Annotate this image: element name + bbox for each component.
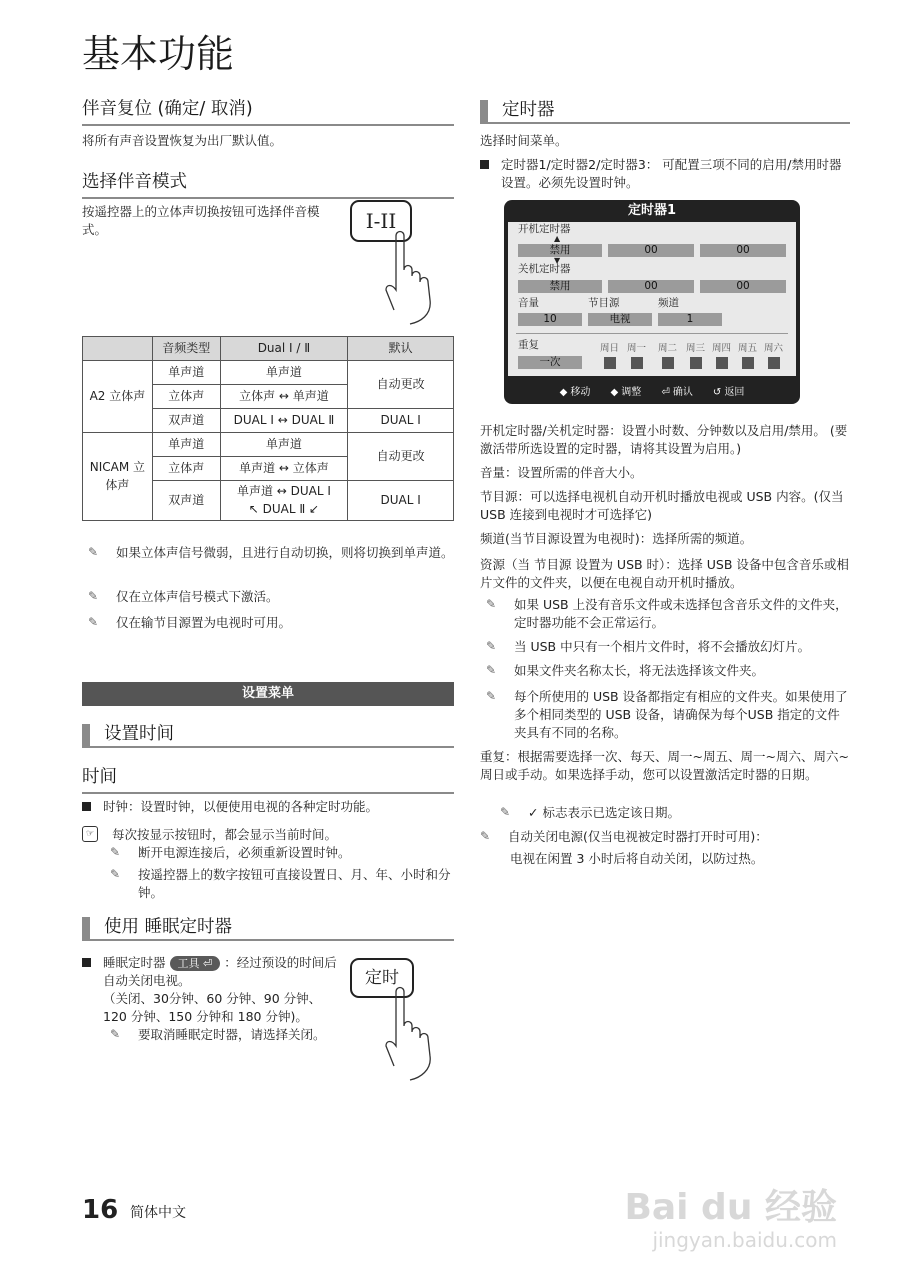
day-label: 周五 (738, 343, 758, 354)
pencil-icon: ✎ (110, 845, 121, 859)
pencil-icon: ✎ (486, 597, 497, 611)
day-checkbox[interactable] (768, 357, 780, 369)
table-cell: 单声道 (220, 361, 348, 385)
timer-osd-panel (504, 200, 800, 404)
on-timer-status[interactable]: 禁用 (518, 244, 602, 257)
note-text: 每个所使用的 USB 设备都指定有相应的文件夹。如果使用了多个相同类型的 USB 设备，请确保为每个USB 指定的文件夹具有不同的名称。 (514, 689, 848, 741)
day-label: 周六 (764, 343, 784, 354)
off-timer-status[interactable]: 禁用 (518, 280, 602, 293)
table-cell: DUAL Ⅰ (348, 409, 454, 433)
osd-title: 定时器1 (627, 203, 677, 218)
timer-paragraph: 频道(当节目源设置为电视时)：选择所需的频道。 (480, 531, 753, 546)
note-text: 如果 USB 上没有音乐文件或未选择包含音乐文件的文件夹，定时器功能不会正常运行。 (514, 597, 848, 631)
off-timer-minute[interactable]: 00 (700, 280, 786, 293)
off-timer-label: 关机定时器 (518, 263, 571, 275)
move-hint: ◆ 移动 (559, 386, 591, 398)
note-item (88, 544, 454, 562)
adjust-hint: ◆ 调整 (610, 386, 642, 398)
watermark-logo: Bai du 经验 (624, 1187, 837, 1229)
down-arrow-icon: ▼ (554, 256, 561, 265)
table-cell: 立体声 (152, 457, 220, 481)
set-time-heading: 设置时间 (82, 724, 454, 748)
table-header (83, 337, 153, 361)
info-icon: ☞ (82, 826, 98, 842)
day-label: 周日 (600, 343, 620, 354)
return-hint (713, 386, 745, 401)
source-field[interactable]: 电视 (588, 313, 652, 326)
pencil-icon: ✎ (486, 663, 497, 677)
table-cell: DUAL Ⅰ (348, 481, 454, 521)
pencil-icon: ✎ (110, 1027, 121, 1041)
timer-bullet (480, 156, 850, 192)
sleep-text: ：经过预设的时间后自动关闭电视。 (103, 955, 337, 989)
note-item (486, 662, 850, 680)
sleep-options: （关闭、30分钟、60 分钟、90 分钟、120 分钟、150 分钟和 180 分钟)。 (103, 991, 322, 1025)
timer-paragraph: 节目源：可以选择电视机自动开机时播放电视或 USB 内容。(仅当 USB 连接到电视时才可选择它) (480, 489, 844, 523)
bullet-square-icon (82, 958, 91, 967)
info-text: 每次按显示按钮时，都会显示当前时间。 (112, 827, 338, 842)
table-cell: 双声道 (152, 409, 220, 433)
note-item (88, 614, 454, 632)
pencil-icon: ✎ (500, 805, 511, 819)
note-item (486, 638, 850, 656)
note-text: 断开电源连接后，必须重新设置时钟。 (138, 845, 351, 860)
table-header: 默认 (348, 337, 454, 361)
table-cell: 单声道 (152, 361, 220, 385)
clock-bullet-text: 时钟：设置时钟，以便使用电视的各种定时功能。 (103, 799, 379, 814)
sleep-label: 睡眠定时器 (103, 955, 166, 970)
confirm-hint (661, 386, 693, 401)
bullet-square-icon (480, 160, 489, 169)
clock-bullet (82, 798, 454, 816)
table-cell: 单声道 ↔ 立体声 (220, 457, 348, 481)
timer-heading: 定时器 (480, 100, 850, 124)
table-cell: 自动更改 (348, 361, 454, 409)
watermark-url: jingyan.baidu.com (652, 1228, 837, 1252)
time-subheading: 时间 (82, 767, 454, 794)
sleep-line (103, 954, 337, 990)
tools-label: 工具 (177, 957, 200, 970)
day-label: 周四 (712, 343, 732, 354)
settings-menu-band: 设置菜单 (82, 682, 454, 706)
enter-icon: ⏎ (661, 386, 673, 398)
note-item (480, 828, 850, 846)
table-cell: 立体声 (152, 385, 220, 409)
pencil-icon: ✎ (88, 545, 99, 559)
timer-paragraph: 开机定时器/关机定时器：设置小时数、分钟数以及启用/禁用。 (要激活带所选设置的定时器，请将其设置为启用。) (480, 423, 848, 457)
hand-icon (350, 958, 450, 1086)
day-checkbox[interactable] (742, 357, 754, 369)
auto-off-detail: 电视在闲置 3 小时后将自动关闭，以防过热。 (510, 851, 764, 866)
volume-field[interactable]: 10 (518, 313, 582, 326)
timer-intro: 选择时间菜单。 (480, 133, 568, 148)
osd-footer (504, 386, 800, 401)
pencil-icon: ✎ (486, 689, 497, 703)
day-label: 周三 (686, 343, 706, 354)
return-icon: ↺ (712, 386, 725, 398)
table-group-label: NICAM 立体声 (83, 433, 153, 521)
confirm-hint-label: 确认 (672, 386, 693, 398)
table-header: Dual Ⅰ / Ⅱ (220, 337, 348, 361)
bullet-square-icon (82, 802, 91, 811)
note-text: 当 USB 中只有一个相片文件时，将不会播放幻灯片。 (514, 639, 811, 654)
stereo-button-illustration (350, 200, 450, 330)
table-cell: 自动更改 (348, 433, 454, 481)
table-cell-line: ↖ DUAL Ⅱ ↙ (248, 501, 320, 516)
note-text: 要取消睡眠定时器，请选择关闭。 (138, 1027, 326, 1042)
on-timer-minute[interactable]: 00 (700, 244, 786, 257)
day-label: 周一 (627, 343, 647, 354)
note-item (88, 588, 454, 606)
repeat-field[interactable]: 一次 (518, 356, 582, 369)
timer-bullet-text: 定时器1/定时器2/定时器3： 可配置三项不同的启用/禁用时器设置。必须先设置时钟。 (501, 157, 842, 191)
note-item (110, 844, 454, 862)
note-item (110, 866, 454, 902)
pencil-icon: ✎ (110, 867, 121, 881)
channel-field[interactable]: 1 (658, 313, 722, 326)
channel-label: 频道 (658, 297, 679, 309)
day-label: 周二 (658, 343, 678, 354)
osd-body (508, 222, 796, 376)
hand-icon (350, 200, 450, 330)
day-checkbox[interactable] (716, 357, 728, 369)
osd-divider (516, 333, 788, 334)
table-cell: 单声道 (220, 433, 348, 457)
pencil-icon: ✎ (486, 639, 497, 653)
table-cell-line: 单声道 ↔ DUAL Ⅰ (236, 484, 331, 499)
sound-mode-body: 按遥控器上的立体声切换按钮可选择伴音模式。 (82, 204, 320, 238)
day-checkbox[interactable] (690, 357, 702, 369)
table-cell: 双声道 (152, 481, 220, 521)
source-label: 节目源 (588, 297, 620, 309)
tools-badge: 工具 ⏎ (170, 956, 221, 971)
note-text: 仅在输节目源置为电视时可用。 (116, 615, 292, 630)
sleep-button-illustration (350, 958, 450, 1086)
on-timer-hour[interactable]: 00 (608, 244, 694, 257)
table-group-label: A2 立体声 (83, 361, 153, 433)
page-number: 16 (82, 1195, 119, 1225)
table-header: 音频类型 (152, 337, 220, 361)
return-hint-label: 返回 (724, 386, 745, 398)
sleep-bullet (82, 954, 337, 1027)
info-item (82, 826, 454, 844)
sleep-timer-heading: 使用 睡眠定时器 (82, 917, 454, 941)
reset-body: 将所有声音设置恢复为出厂默认值。 (82, 133, 283, 148)
page-title: 基本功能 (82, 32, 235, 76)
timer-paragraph: 资源（当 节目源 设置为 USB 时）：选择 USB 设备中包含音乐或相片文件的文件夹，以便在电视自动开机时播放。 (480, 557, 849, 591)
note-text: 自动关闭电源(仅当电视被定时器打开时可用)： (508, 829, 768, 844)
pencil-icon: ✎ (88, 615, 99, 629)
sleep-button-label: 定时 (350, 958, 414, 998)
stereo-button-label: I-II (350, 200, 412, 242)
table-cell: 立体声 ↔ 单声道 (220, 385, 348, 409)
pencil-icon: ✎ (88, 589, 99, 603)
timer-paragraph: 音量：设置所需的伴音大小。 (480, 465, 643, 480)
baidu-watermark (624, 1188, 837, 1252)
up-arrow-icon: ▲ (554, 234, 561, 243)
repeat-label: 重复 (518, 339, 539, 351)
table-cell: DUAL Ⅰ ↔ DUAL Ⅱ (220, 409, 348, 433)
day-checkbox[interactable] (604, 357, 616, 369)
day-checkbox[interactable] (662, 357, 674, 369)
note-item (500, 804, 850, 822)
page-language: 简体中文 (130, 1205, 186, 1221)
note-item (486, 596, 850, 632)
sound-mode-heading: 选择伴音模式 (82, 172, 454, 199)
table-cell (220, 481, 348, 521)
reset-heading: 伴音复位 (确定/ 取消) (82, 99, 454, 126)
note-text: 如果立体声信号微弱，且进行自动切换，则将切换到单声道。 (116, 545, 454, 560)
pencil-icon: ✎ (480, 829, 491, 843)
note-text: 按遥控器上的数字按钮可直接设置日、月、年、小时和分钟。 (138, 867, 451, 901)
off-timer-hour[interactable]: 00 (608, 280, 694, 293)
table-cell: 单声道 (152, 433, 220, 457)
repeat-paragraph: 重复：根据需要选择一次、每天、周一~周五、周一~周六、周六~周日或手动。如果选择手动，您可以设置激活定时器的日期。 (480, 749, 849, 783)
audio-type-table (82, 336, 454, 521)
note-text: ✓ 标志表示已选定该日期。 (528, 805, 680, 820)
note-text: 仅在立体声信号模式下激活。 (116, 589, 279, 604)
day-checkbox[interactable] (631, 357, 643, 369)
on-timer-label: 开机定时器 (518, 223, 571, 235)
note-text: 如果文件夹名称太长，将无法选择该文件夹。 (514, 663, 765, 678)
volume-label: 音量 (518, 297, 539, 309)
note-item (486, 688, 850, 742)
note-item (110, 1026, 340, 1044)
